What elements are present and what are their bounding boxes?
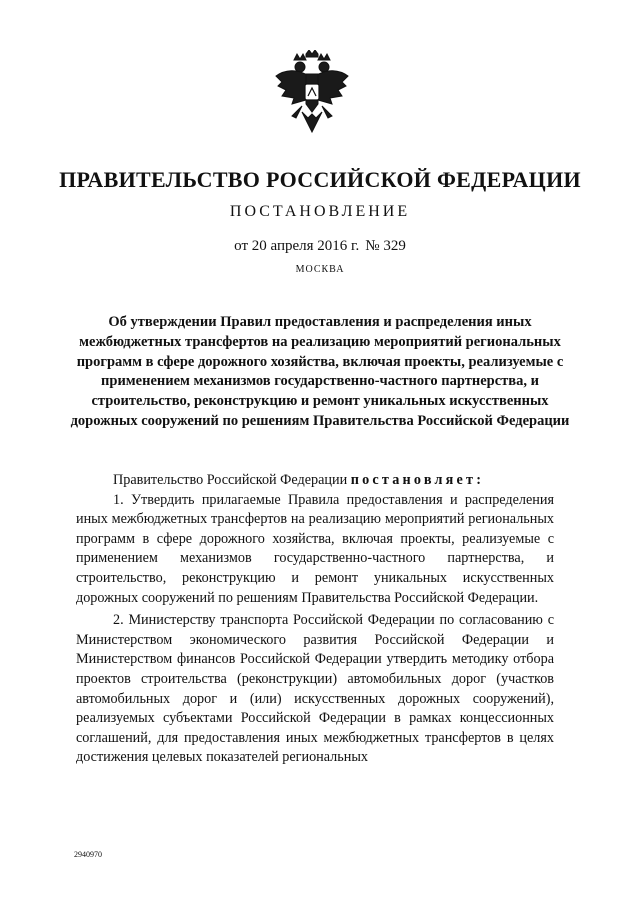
- document-body: [76, 471, 554, 768]
- paragraph-1: 1. Утвердить прилагаемые Правила предоставления и распределения иных межбюджетных трансфертов на реализацию мероприятий региональных программ в сфере дорожного хозяйства, включая проекты, реализуемые с применением механизмов государственно-частного партнерства, и строительство, реконструкцию и ремонт уникальных искусственных дорожных сооружений по решениям Правительства Российской Федерации.: [76, 491, 554, 606]
- decree-word: постановляет:: [350, 472, 485, 488]
- intro-paragraph: [76, 471, 554, 491]
- document-number: № 329: [365, 238, 406, 254]
- government-title: ПРАВИТЕЛЬСТВО РОССИЙСКОЙ ФЕДЕРАЦИИ: [59, 167, 581, 192]
- document-code: 2940970: [74, 850, 102, 859]
- document-date: от 20 апреля 2016 г.: [234, 238, 360, 254]
- paragraph-2: 2. Министерству транспорта Российской Федерации по согласованию с Министерством экономического развития Российской Федерации и Министерством финансов Российской Федерации утвердить методику отбора проектов строительства (реконструкции) автомобильных дорог (участков автомобильных дорог и (или) искусственных дорожных сооружений), реализуемых субъектами Российской Федерации в рамках концессионных соглашений, для предоставления иных межбюджетных трансфертов в целях достижения целевых показателей региональных: [76, 612, 554, 766]
- document-heading: Об утверждении Правил предоставления и распределения иных межбюджетных трансфертов на реализацию мероприятий региональных программ в сфере дорожного хозяйства, включая проекты, реализуемые с применением механизмов государственно-частного партнерства, и строительство, реконструкцию и ремонт уникальных искусственных дорожных сооружений по решениям Правительства Российской Федерации: [70, 314, 570, 429]
- document-type: ПОСТАНОВЛЕНИЕ: [229, 203, 411, 220]
- document-date-line: [0, 238, 640, 255]
- document-city: МОСКВА: [295, 264, 345, 275]
- intro-text: Правительство Российской Федерации: [113, 472, 348, 488]
- coat-of-arms-icon: [272, 50, 352, 138]
